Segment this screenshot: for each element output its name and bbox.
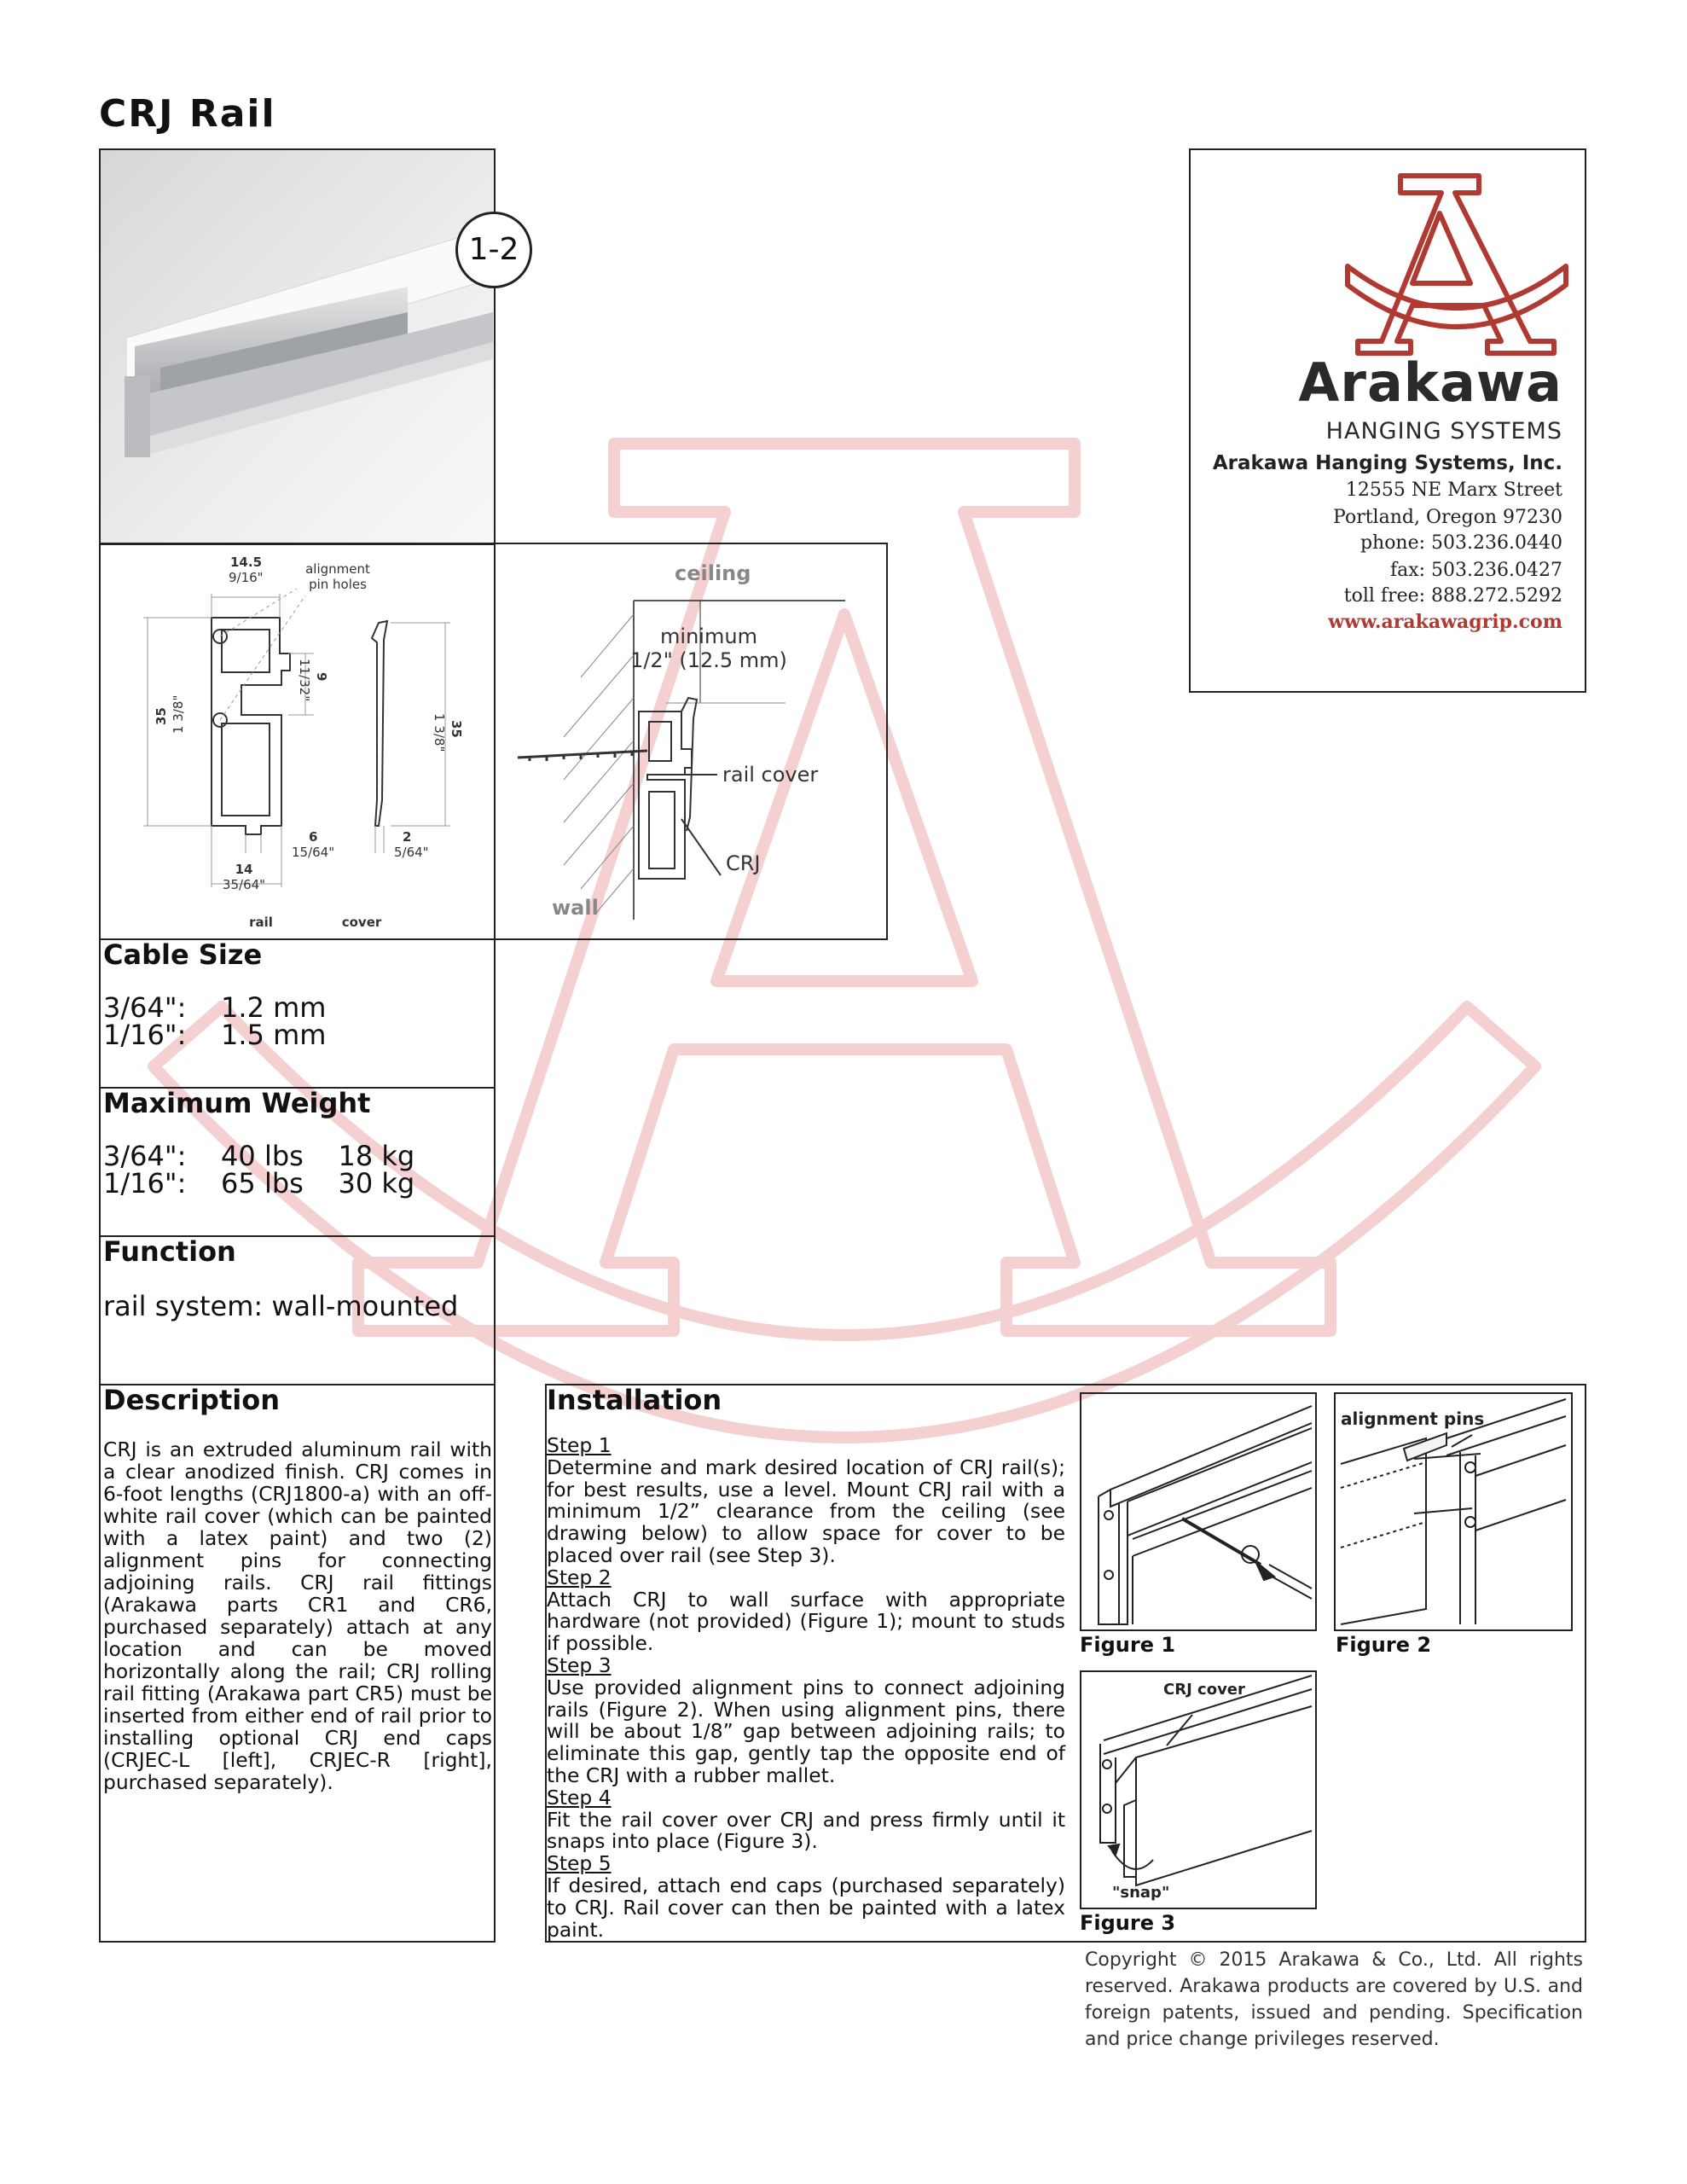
rail-label: rail — [249, 915, 273, 930]
logo-subtitle: HANGING SYSTEMS — [1325, 418, 1562, 444]
company-toll-free: toll free: 888.272.5292 — [1343, 585, 1562, 607]
dim-height-in: 1 3/8" — [171, 694, 186, 734]
company-website[interactable]: www.arakawagrip.com — [1328, 611, 1562, 633]
company-street: 12555 NE Marx Street — [1345, 479, 1562, 501]
description-text: CRJ is an extruded aluminum rail with a clear anodized finish. CRJ comes in 6-foot lengths (CRJ1800-a) with an off-white rail cover (which can be painted with a latex paint) and two (2) alignment pins for connecting adjoining rails. CRJ rail fittings (Arakawa parts CR1 and CR6, purchased separately) attach at any location and can be moved horizontally along the rail; CRJ rolling rail fitting (Arakawa part CR5) must be inserted from either end of rail prior to installing optional CRJ end caps (CRJEC-L [left], CRJEC-R [right], purchased separately). — [103, 1438, 492, 1794]
cable-size-row-2: 1/16": 1.5 mm — [103, 1019, 327, 1051]
step-2 — [547, 1567, 1065, 1655]
step-1-text: Determine and mark desired location of CRJ rail(s); for best results, use a level. Mount CRJ rail with a minimum 1/2” clearance from the ceiling (see drawing below) to allow space for cover to be placed over rail (see Step 3). — [547, 1455, 1065, 1567]
clearance-label-2: 1/2" (12.5 mm) — [630, 648, 787, 672]
dim-slot-mm: 6 — [309, 829, 318, 845]
figure-1-drawing — [1081, 1394, 1315, 1629]
copyright-notice: Copyright © 2015 Arakawa & Co., Ltd. All rights reserved. Arakawa products are covered by U.S. and foreign patents, issued and pending. Specification and price change privileges reserved. — [1085, 1949, 1583, 2050]
figure-badge — [455, 212, 532, 288]
max-weight-row-1: 3/64": 40 lbs 18 kg — [103, 1140, 415, 1172]
dim-cover-mm: 35 — [449, 720, 464, 738]
step-1-head: Step 1 — [547, 1433, 612, 1457]
product-photo-box — [99, 148, 519, 545]
dim-width-in: 9/16" — [229, 570, 264, 585]
page-title: CRJ Rail — [99, 92, 276, 136]
dim-gap-in: 11/32" — [297, 659, 312, 702]
align-label-1: alignment — [305, 561, 370, 577]
rail-cover-label: rail cover — [722, 763, 819, 787]
cover-label: cover — [341, 915, 382, 930]
wall-label: wall — [552, 896, 599, 920]
dim-height-mm: 35 — [154, 707, 169, 725]
figure-3-drawing — [1081, 1672, 1315, 1908]
figure-3-box — [1080, 1670, 1317, 1909]
step-3 — [547, 1655, 1065, 1787]
product-photo — [101, 150, 494, 543]
step-5 — [547, 1853, 1065, 1941]
align-label-2: pin holes — [309, 577, 367, 592]
crj-cover-label: CRJ cover — [1163, 1681, 1245, 1699]
function-text: rail system: wall-mounted — [103, 1290, 459, 1322]
dim-width-mm: 14.5 — [230, 555, 263, 570]
step-2-text: Attach CRJ to wall surface with appropriate hardware (not provided) (Figure 1); mount to studs if possible. — [547, 1587, 1065, 1656]
step-4-head: Step 4 — [547, 1785, 612, 1809]
snap-label: "snap" — [1112, 1884, 1170, 1902]
company-name: Arakawa Hanging Systems, Inc. — [1212, 452, 1562, 474]
figure-2-box — [1334, 1392, 1573, 1631]
clearance-label-1: minimum — [660, 624, 757, 648]
profile-drawing — [101, 544, 494, 938]
profile-drawing-box — [99, 543, 496, 940]
crj-label: CRJ — [726, 851, 761, 875]
alignment-pins-label: alignment pins — [1341, 1409, 1485, 1429]
figure-2-caption: Figure 2 — [1336, 1633, 1432, 1657]
step-5-head: Step 5 — [547, 1851, 612, 1876]
step-2-head: Step 2 — [547, 1565, 612, 1589]
dim-cover-t-in: 5/64" — [394, 845, 429, 860]
cable-size-row-1: 3/64": 1.2 mm — [103, 991, 327, 1024]
company-city: Portland, Oregon 97230 — [1333, 507, 1562, 528]
dim-base-mm: 14 — [235, 862, 253, 877]
figure-badge-label: 1-2 — [468, 232, 519, 267]
dim-cover-t-mm: 2 — [403, 829, 412, 845]
step-1 — [547, 1435, 1065, 1567]
step-3-head: Step 3 — [547, 1653, 612, 1677]
figure-3-caption: Figure 3 — [1080, 1911, 1176, 1935]
install-drawing-box — [494, 543, 888, 940]
cable-size-title: Cable Size — [103, 938, 263, 971]
installation-title: Installation — [547, 1384, 722, 1416]
dim-base-in: 35/64" — [222, 877, 266, 892]
company-phone: phone: 503.236.0440 — [1359, 532, 1562, 554]
figure-2-drawing — [1336, 1394, 1571, 1629]
step-4 — [547, 1787, 1065, 1853]
description-title: Description — [103, 1384, 280, 1416]
step-4-text: Fit the rail cover over CRJ and press firmly until it snaps into place (Figure 3). — [547, 1807, 1065, 1854]
dim-slot-in: 15/64" — [292, 845, 335, 860]
installation-steps — [547, 1435, 1065, 1941]
max-weight-row-2: 1/16": 65 lbs 30 kg — [103, 1167, 415, 1199]
company-info-box — [1189, 148, 1586, 693]
step-5-text: If desired, attach end caps (purchased separately) to CRJ. Rail cover can then be painted with a latex paint. — [547, 1873, 1065, 1942]
dim-cover-in: 1 3/8" — [432, 713, 447, 752]
dim-gap-mm: 9 — [314, 672, 329, 682]
ceiling-label: ceiling — [675, 561, 751, 585]
company-fax: fax: 503.236.0427 — [1389, 560, 1562, 581]
step-3-text: Use provided alignment pins to connect adjoining rails (Figure 2). When using alignment pins, there will be about 1/8” gap between adjoining rails; to eliminate this gap, gently tap the opposite end of the CRJ with a rubber mallet. — [547, 1675, 1065, 1787]
install-drawing — [496, 544, 886, 938]
arakawa-logo-mark — [1342, 171, 1571, 358]
function-title: Function — [103, 1235, 236, 1268]
figure-1-caption: Figure 1 — [1080, 1633, 1176, 1657]
figure-1-box — [1080, 1392, 1317, 1631]
logo-word: Arakawa — [1298, 351, 1562, 414]
max-weight-title: Maximum Weight — [103, 1087, 371, 1119]
